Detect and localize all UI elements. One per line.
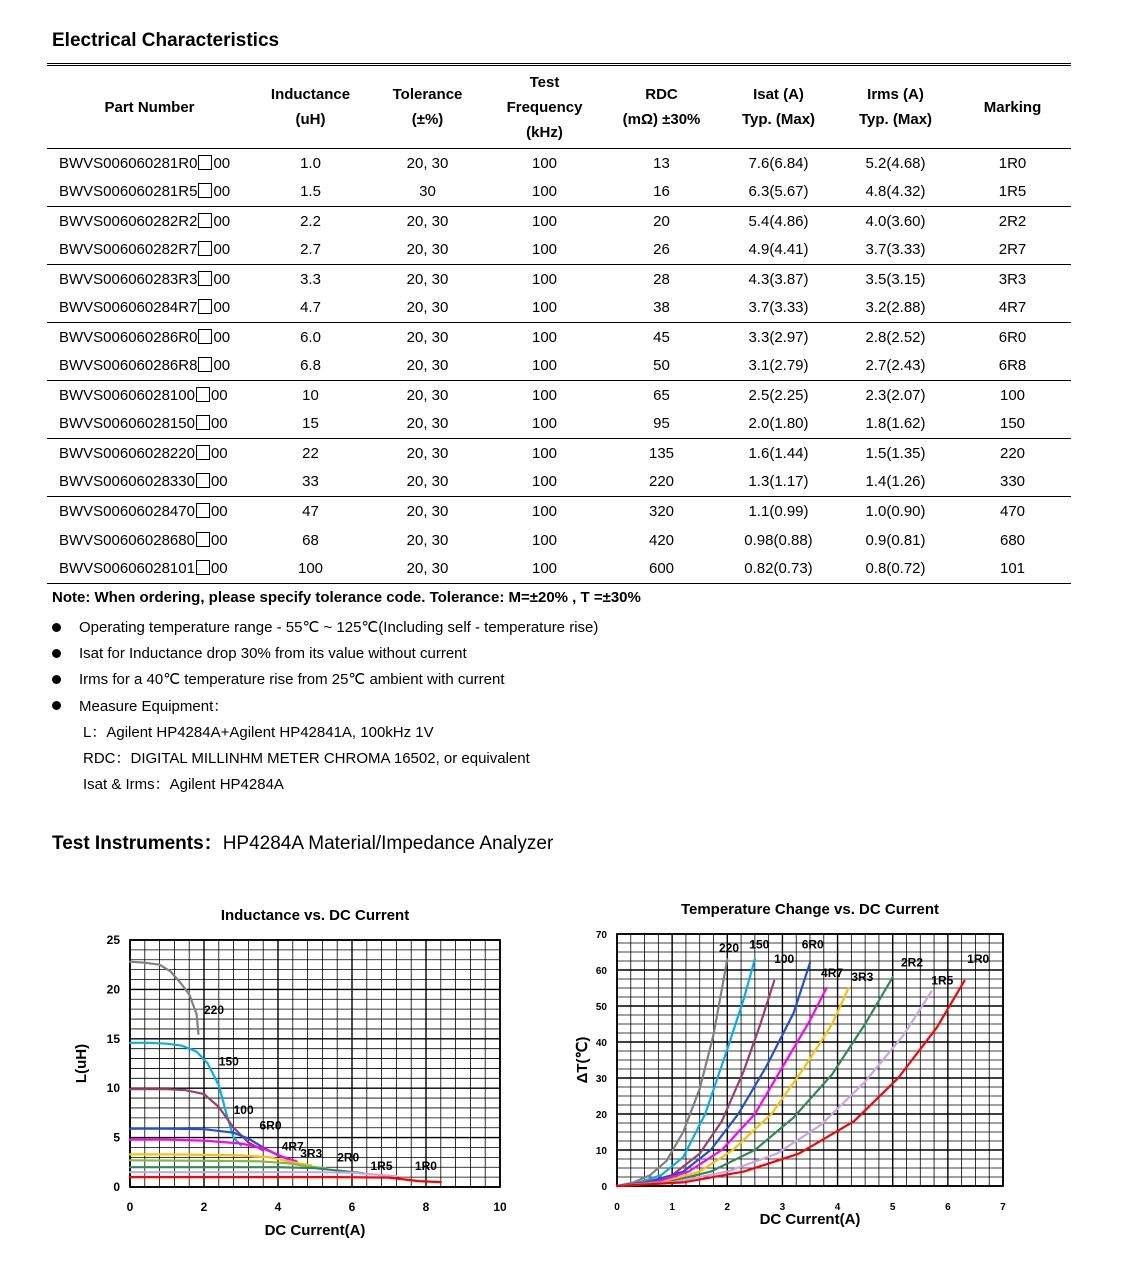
marking-cell: 220 bbox=[999, 444, 1026, 462]
rdc-cell: 420 bbox=[648, 531, 675, 549]
series-line-1R0 bbox=[130, 1177, 441, 1182]
y-tick-label: 20 bbox=[595, 1110, 607, 1121]
equipment-list bbox=[83, 718, 530, 796]
isat-cell: 2.0(1.80) bbox=[748, 415, 809, 433]
inductance-cell: 3.3 bbox=[300, 270, 321, 288]
rdc-cell: 26 bbox=[653, 241, 670, 259]
x-tick-label: 0 bbox=[614, 1202, 620, 1213]
part-number-prefix: BWVS00606028330 bbox=[59, 473, 195, 491]
list-item-text: Isat for Inductance drop 30% from its value without current bbox=[79, 644, 467, 662]
series-label-6R0: 6R0 bbox=[801, 937, 824, 952]
tolerance-code-box bbox=[196, 560, 210, 575]
part-number-suffix: 00 bbox=[210, 560, 228, 578]
freq-cell: 100 bbox=[531, 502, 558, 520]
part-number-prefix: BWVS00606028470 bbox=[59, 502, 195, 520]
isat-cell: 3.1(2.79) bbox=[748, 357, 809, 375]
part-number-cell bbox=[47, 207, 252, 236]
column-header bbox=[837, 65, 954, 149]
section-title: Electrical Characteristics bbox=[52, 30, 280, 51]
part-number-suffix: 00 bbox=[210, 415, 228, 433]
x-tick-label: 2 bbox=[724, 1202, 731, 1213]
part-number-cell bbox=[47, 381, 252, 410]
x-tick-label: 0 bbox=[126, 1200, 134, 1214]
table-row bbox=[47, 149, 1071, 178]
equipment-item: Isat & Irms：Agilent HP4284A bbox=[83, 775, 284, 793]
rdc-cell: 45 bbox=[653, 328, 670, 346]
rdc-cell: 13 bbox=[653, 154, 670, 172]
list-item-text: Operating temperature range - 55℃ ~ 125℃(Including self - temperature rise) bbox=[79, 619, 599, 636]
equipment-item: RDC：DIGITAL MILLINHM METER CHROMA 16502, or equivalent bbox=[83, 749, 530, 767]
isat-cell: 2.5(2.25) bbox=[748, 386, 809, 404]
tolerance-cell: 20, 30 bbox=[406, 502, 449, 520]
series-label-150: 150 bbox=[218, 1054, 239, 1069]
x-tick-label: 1 bbox=[669, 1202, 675, 1213]
list-item-text: Measure Equipment： bbox=[79, 697, 229, 715]
inductance-cell: 2.2 bbox=[300, 212, 321, 230]
column-header bbox=[603, 65, 720, 149]
column-header-line: Tolerance bbox=[392, 86, 463, 103]
list-item bbox=[52, 692, 598, 718]
freq-cell: 100 bbox=[531, 183, 558, 201]
table-row bbox=[47, 526, 1071, 555]
series-line-100 bbox=[617, 981, 774, 1186]
marking-cell: 470 bbox=[999, 502, 1026, 520]
column-header bbox=[486, 65, 603, 149]
rdc-cell: 95 bbox=[653, 415, 670, 433]
tolerance-code-box bbox=[196, 445, 210, 460]
temperature-chart-svg bbox=[565, 900, 1045, 1240]
marking-cell: 330 bbox=[999, 473, 1026, 491]
freq-cell: 100 bbox=[531, 473, 558, 491]
y-tick-label: 40 bbox=[595, 1038, 607, 1049]
column-header-line: Test bbox=[529, 73, 560, 91]
freq-cell: 100 bbox=[531, 212, 558, 230]
tolerance-cell: 30 bbox=[419, 183, 436, 201]
part-number-prefix: BWVS006060283R3 bbox=[59, 270, 198, 288]
part-number-suffix: 00 bbox=[213, 357, 231, 375]
irms-cell: 1.4(1.26) bbox=[865, 473, 926, 491]
part-number-prefix: BWVS006060281R5 bbox=[59, 183, 198, 201]
isat-cell: 0.82(0.73) bbox=[744, 560, 813, 578]
series-line-1R5 bbox=[617, 992, 931, 1186]
irms-cell: 5.2(4.68) bbox=[865, 154, 926, 172]
part-number-suffix: 00 bbox=[210, 502, 228, 520]
x-axis-label: DC Current(A) bbox=[759, 1211, 861, 1228]
x-tick-label: 4 bbox=[274, 1200, 282, 1214]
inductance-cell: 47 bbox=[302, 502, 319, 520]
tolerance-cell: 20, 30 bbox=[406, 270, 449, 288]
inductance-cell: 33 bbox=[302, 473, 319, 491]
column-header-line: Typ. (Max) bbox=[741, 111, 816, 128]
marking-cell: 4R7 bbox=[998, 299, 1027, 317]
temperature-change-vs-dc-current-chart bbox=[565, 900, 1045, 1240]
part-number-prefix: BWVS00606028101 bbox=[59, 560, 195, 578]
tolerance-cell: 20, 30 bbox=[406, 154, 449, 172]
x-tick-label: 5 bbox=[889, 1202, 896, 1213]
marking-cell: 680 bbox=[999, 531, 1026, 549]
part-number-suffix: 00 bbox=[213, 299, 231, 317]
y-tick-label: 0 bbox=[601, 1182, 607, 1193]
list-item bbox=[52, 640, 598, 666]
inductance-chart-svg bbox=[70, 900, 540, 1250]
series-label-3R3: 3R3 bbox=[851, 969, 874, 984]
inductance-cell: 68 bbox=[302, 531, 319, 549]
column-header bbox=[369, 65, 486, 149]
column-header-line: (±%) bbox=[411, 111, 444, 128]
tolerance-cell: 20, 30 bbox=[406, 299, 449, 317]
bullet-icon bbox=[52, 701, 61, 710]
tolerance-code-box bbox=[196, 415, 210, 430]
y-tick-label: 0 bbox=[113, 1180, 120, 1194]
part-number-prefix: BWVS00606028100 bbox=[59, 386, 195, 404]
isat-cell: 3.7(3.33) bbox=[748, 299, 809, 317]
series-label-3R3: 3R3 bbox=[300, 1146, 323, 1161]
tolerance-cell: 20, 30 bbox=[406, 560, 449, 578]
x-tick-label: 3 bbox=[779, 1202, 786, 1213]
series-label-100: 100 bbox=[233, 1102, 254, 1117]
part-number-cell bbox=[47, 468, 252, 497]
irms-cell: 4.8(4.32) bbox=[865, 183, 926, 201]
marking-cell: 150 bbox=[999, 415, 1026, 433]
part-number-cell bbox=[47, 439, 252, 468]
tolerance-cell: 20, 30 bbox=[406, 444, 449, 462]
tolerance-code-box bbox=[198, 241, 212, 256]
x-tick-label: 7 bbox=[1000, 1202, 1006, 1213]
part-number-prefix: BWVS00606028220 bbox=[59, 444, 195, 462]
isat-cell: 5.4(4.86) bbox=[748, 212, 809, 230]
part-number-suffix: 00 bbox=[210, 444, 228, 462]
x-tick-label: 4 bbox=[834, 1202, 841, 1213]
series-label-1R0: 1R0 bbox=[414, 1159, 437, 1174]
inductance-cell: 4.7 bbox=[300, 299, 321, 317]
inductance-cell: 6.0 bbox=[300, 328, 321, 346]
marking-cell: 6R8 bbox=[998, 357, 1027, 375]
series-line-220 bbox=[130, 962, 198, 1034]
table-row bbox=[47, 294, 1071, 323]
table-row bbox=[47, 178, 1071, 207]
tolerance-code-box bbox=[198, 213, 212, 228]
inductance-cell: 6.8 bbox=[300, 357, 321, 375]
freq-cell: 100 bbox=[531, 444, 558, 462]
irms-cell: 3.7(3.33) bbox=[865, 241, 926, 259]
rdc-cell: 50 bbox=[653, 357, 670, 375]
test-instruments-value: HP4284A Material/Impedance Analyzer bbox=[222, 833, 554, 854]
marking-cell: 2R2 bbox=[998, 212, 1027, 230]
isat-cell: 4.9(4.41) bbox=[748, 241, 809, 259]
inductance-cell: 22 bbox=[302, 444, 319, 462]
column-header-line: Isat (A) bbox=[753, 86, 804, 103]
y-axis-label: L(uH) bbox=[73, 1043, 90, 1084]
part-number-suffix: 00 bbox=[213, 270, 231, 288]
rdc-cell: 16 bbox=[653, 183, 670, 201]
x-tick-label: 2 bbox=[200, 1200, 208, 1214]
tolerance-cell: 20, 30 bbox=[406, 473, 449, 491]
part-number-cell bbox=[47, 555, 252, 584]
part-number-suffix: 00 bbox=[213, 328, 231, 346]
x-tick-label: 6 bbox=[348, 1200, 356, 1214]
column-header-line: Typ. (Max) bbox=[858, 111, 933, 128]
bullet-icon bbox=[52, 675, 61, 684]
part-number-prefix: BWVS00606028150 bbox=[59, 415, 195, 433]
irms-cell: 2.7(2.43) bbox=[865, 357, 926, 375]
part-number-prefix: BWVS006060282R2 bbox=[59, 212, 198, 230]
freq-cell: 100 bbox=[531, 415, 558, 433]
part-number-prefix: BWVS00606028680 bbox=[59, 531, 195, 549]
column-header-line: Frequency bbox=[506, 98, 583, 116]
freq-cell: 100 bbox=[531, 270, 558, 288]
part-number-prefix: BWVS006060284R7 bbox=[59, 299, 198, 317]
part-number-suffix: 00 bbox=[210, 386, 228, 404]
freq-cell: 100 bbox=[531, 386, 558, 404]
part-number-cell bbox=[47, 526, 252, 555]
marking-cell: 1R5 bbox=[998, 183, 1027, 201]
isat-cell: 1.6(1.44) bbox=[748, 444, 809, 462]
marking-cell: 3R3 bbox=[998, 270, 1027, 288]
inductance-cell: 15 bbox=[302, 415, 319, 433]
tolerance-code-box bbox=[198, 357, 212, 372]
series-label-100: 100 bbox=[774, 951, 795, 966]
part-number-prefix: BWVS006060282R7 bbox=[59, 241, 198, 259]
series-label-1R5: 1R5 bbox=[370, 1159, 393, 1174]
isat-cell: 7.6(6.84) bbox=[748, 154, 809, 172]
part-number-prefix: BWVS006060281R0 bbox=[59, 154, 198, 172]
x-tick-label: 6 bbox=[945, 1202, 951, 1213]
irms-cell: 2.8(2.52) bbox=[865, 328, 926, 346]
freq-cell: 100 bbox=[531, 154, 558, 172]
freq-cell: 100 bbox=[531, 241, 558, 259]
column-header-line: RDC bbox=[645, 86, 678, 103]
list-item bbox=[52, 614, 598, 640]
tolerance-code-box bbox=[198, 155, 212, 170]
column-header bbox=[954, 65, 1071, 149]
y-tick-label: 25 bbox=[106, 933, 120, 947]
y-tick-label: 70 bbox=[595, 930, 607, 941]
table-row bbox=[47, 265, 1071, 294]
part-number-cell bbox=[47, 236, 252, 265]
marking-cell: 1R0 bbox=[998, 154, 1027, 172]
tolerance-cell: 20, 30 bbox=[406, 241, 449, 259]
tolerance-cell: 20, 30 bbox=[406, 328, 449, 346]
table-row bbox=[47, 555, 1071, 584]
isat-cell: 1.3(1.17) bbox=[748, 473, 809, 491]
y-tick-label: 60 bbox=[595, 966, 607, 977]
part-number-suffix: 00 bbox=[213, 212, 231, 230]
tolerance-cell: 20, 30 bbox=[406, 415, 449, 433]
irms-cell: 3.2(2.88) bbox=[865, 299, 926, 317]
part-number-cell bbox=[47, 410, 252, 439]
series-label-1R5: 1R5 bbox=[931, 973, 954, 988]
inductance-vs-dc-current-chart bbox=[70, 900, 540, 1250]
spec-notes-list bbox=[52, 614, 598, 718]
tolerance-cell: 20, 30 bbox=[406, 357, 449, 375]
rdc-cell: 220 bbox=[648, 473, 675, 491]
tolerance-code-box bbox=[198, 271, 212, 286]
freq-cell: 100 bbox=[531, 531, 558, 549]
column-header bbox=[720, 65, 837, 149]
tolerance-code-box bbox=[196, 473, 210, 488]
y-tick-label: 15 bbox=[106, 1031, 120, 1046]
part-number-cell bbox=[47, 352, 252, 381]
table-header-row bbox=[47, 65, 1071, 149]
isat-cell: 6.3(5.67) bbox=[748, 183, 809, 201]
rdc-cell: 600 bbox=[648, 560, 675, 578]
table-row bbox=[47, 323, 1071, 352]
part-number-suffix: 00 bbox=[210, 531, 228, 549]
test-instruments bbox=[52, 828, 553, 855]
series-label-2R2: 2R2 bbox=[900, 955, 924, 970]
isat-cell: 1.1(0.99) bbox=[748, 502, 809, 520]
irms-cell: 1.5(1.35) bbox=[865, 444, 926, 462]
test-instruments-label: Test Instruments： bbox=[52, 833, 223, 854]
tolerance-code-box bbox=[196, 387, 210, 402]
series-label-4R7: 4R7 bbox=[281, 1139, 304, 1154]
rdc-cell: 65 bbox=[653, 386, 670, 404]
part-number-suffix: 00 bbox=[213, 183, 231, 201]
part-number-cell bbox=[47, 323, 252, 352]
tolerance-cell: 20, 30 bbox=[406, 212, 449, 230]
y-tick-label: 5 bbox=[113, 1130, 120, 1145]
bullet-icon bbox=[52, 623, 61, 632]
part-number-cell bbox=[47, 497, 252, 526]
y-tick-label: 30 bbox=[595, 1074, 607, 1085]
freq-cell: 100 bbox=[531, 560, 558, 578]
rdc-cell: 20 bbox=[653, 212, 670, 230]
table-row bbox=[47, 207, 1071, 236]
inductance-cell: 2.7 bbox=[300, 241, 321, 259]
isat-cell: 4.3(3.87) bbox=[748, 270, 809, 288]
column-header-line: (mΩ) ±30% bbox=[622, 111, 701, 128]
marking-cell: 6R0 bbox=[998, 328, 1027, 346]
rdc-cell: 320 bbox=[648, 502, 675, 520]
y-tick-label: 20 bbox=[106, 982, 120, 997]
y-tick-label: 50 bbox=[595, 1002, 607, 1013]
table-row bbox=[47, 410, 1071, 439]
part-number-suffix: 00 bbox=[213, 154, 231, 172]
irms-cell: 0.9(0.81) bbox=[865, 531, 926, 549]
tolerance-code-box bbox=[198, 183, 212, 198]
marking-cell: 100 bbox=[999, 386, 1026, 404]
freq-cell: 100 bbox=[531, 357, 558, 375]
irms-cell: 1.0(0.90) bbox=[865, 502, 926, 520]
inductance-cell: 100 bbox=[297, 560, 324, 578]
series-label-1R0: 1R0 bbox=[967, 951, 990, 966]
part-number-prefix: BWVS006060286R8 bbox=[59, 357, 198, 375]
part-number-cell bbox=[47, 265, 252, 294]
irms-cell: 3.5(3.15) bbox=[865, 270, 926, 288]
tolerance-code-box bbox=[198, 329, 212, 344]
column-header-line: Part Number bbox=[104, 98, 195, 116]
part-number-prefix: BWVS006060286R0 bbox=[59, 328, 198, 346]
y-axis-label: ΔT(℃) bbox=[574, 1036, 591, 1084]
freq-cell: 100 bbox=[531, 328, 558, 346]
freq-cell: 100 bbox=[531, 299, 558, 317]
list-item bbox=[52, 666, 598, 692]
part-number-suffix: 00 bbox=[213, 241, 231, 259]
x-tick-label: 10 bbox=[493, 1200, 507, 1214]
y-tick-label: 10 bbox=[106, 1081, 120, 1096]
table-row bbox=[47, 468, 1071, 497]
equipment-item: L：Agilent HP4284A+Agilent HP42841A, 100kHz 1V bbox=[83, 723, 434, 741]
part-number-cell bbox=[47, 149, 252, 178]
part-number-cell bbox=[47, 178, 252, 207]
column-header-line: Marking bbox=[983, 98, 1042, 116]
irms-cell: 1.8(1.62) bbox=[865, 415, 926, 433]
column-header-line: (uH) bbox=[295, 111, 326, 128]
table-row bbox=[47, 381, 1071, 410]
series-label-150: 150 bbox=[749, 937, 770, 952]
tolerance-cell: 20, 30 bbox=[406, 531, 449, 549]
series-label-2R0: 2R0 bbox=[337, 1150, 360, 1165]
chart-title: Inductance vs. DC Current bbox=[220, 907, 410, 924]
column-header bbox=[47, 65, 252, 149]
tolerance-cell: 20, 30 bbox=[406, 386, 449, 404]
column-header-line: Inductance bbox=[270, 86, 351, 103]
rdc-cell: 28 bbox=[653, 270, 670, 288]
table-row bbox=[47, 439, 1071, 468]
inductance-cell: 10 bbox=[302, 386, 319, 404]
tolerance-code-box bbox=[196, 532, 210, 547]
part-number-suffix: 00 bbox=[210, 473, 228, 491]
rdc-cell: 135 bbox=[648, 444, 675, 462]
tolerance-code-box bbox=[196, 503, 210, 518]
marking-cell: 101 bbox=[999, 560, 1026, 578]
series-label-220: 220 bbox=[719, 941, 740, 955]
tolerance-code-box bbox=[198, 299, 212, 314]
inductance-cell: 1.5 bbox=[300, 183, 321, 201]
irms-cell: 2.3(2.07) bbox=[865, 386, 926, 404]
series-label-4R7: 4R7 bbox=[821, 966, 844, 981]
rdc-cell: 38 bbox=[653, 299, 670, 317]
marking-cell: 2R7 bbox=[998, 241, 1027, 259]
column-header bbox=[252, 65, 369, 149]
inductance-cell: 1.0 bbox=[300, 154, 321, 172]
irms-cell: 4.0(3.60) bbox=[865, 212, 926, 230]
chart-title: Temperature Change vs. DC Current bbox=[680, 901, 940, 918]
column-header-line: Irms (A) bbox=[867, 86, 924, 103]
isat-cell: 0.98(0.88) bbox=[744, 531, 813, 549]
bullet-icon bbox=[52, 649, 61, 658]
x-tick-label: 8 bbox=[422, 1200, 430, 1214]
table-row bbox=[47, 497, 1071, 526]
series-label-6R0: 6R0 bbox=[259, 1118, 282, 1133]
column-header-line: (kHz) bbox=[526, 123, 563, 141]
y-tick-label: 10 bbox=[595, 1146, 607, 1157]
electrical-characteristics-table bbox=[47, 63, 1071, 584]
series-label-220: 220 bbox=[204, 1003, 225, 1018]
list-item-text: Irms for a 40℃ temperature rise from 25℃ ambient with current bbox=[79, 671, 505, 688]
table-row bbox=[47, 352, 1071, 381]
x-axis-label: DC Current(A) bbox=[264, 1222, 366, 1239]
isat-cell: 3.3(2.97) bbox=[748, 328, 809, 346]
ordering-note: Note: When ordering, please specify tolerance code. Tolerance: M=±20% , T =±30% bbox=[52, 589, 641, 606]
irms-cell: 0.8(0.72) bbox=[865, 560, 926, 578]
table-row bbox=[47, 236, 1071, 265]
part-number-cell bbox=[47, 294, 252, 323]
